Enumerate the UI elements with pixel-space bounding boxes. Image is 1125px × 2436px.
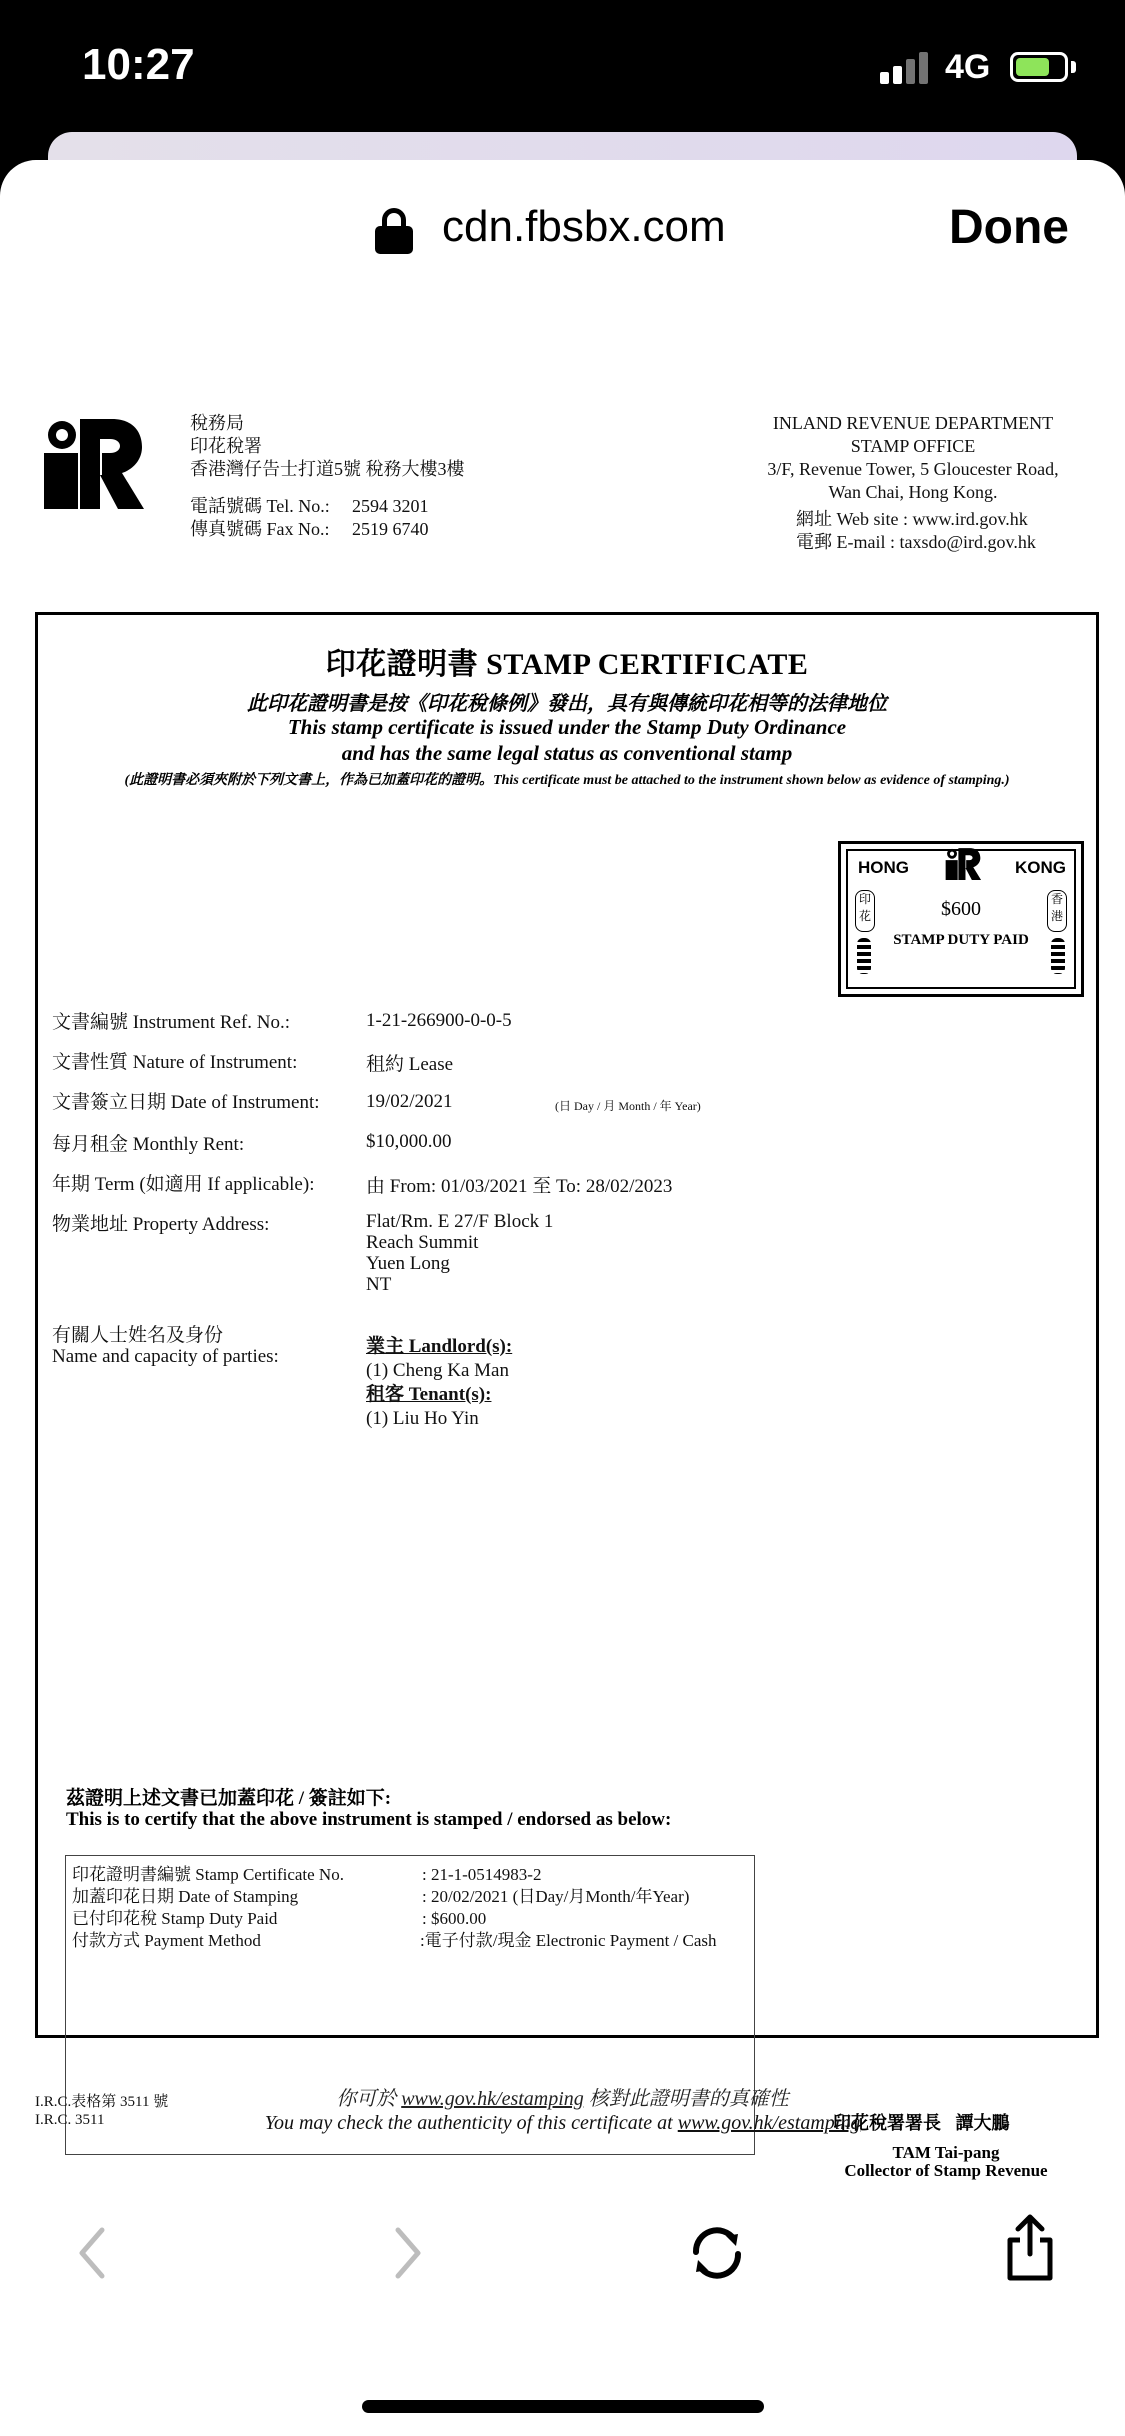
header-en-line: INLAND REVENUE DEPARTMENT — [772, 413, 1054, 433]
stamp-coil-left — [857, 938, 871, 974]
page-domain[interactable]: cdn.fbsbx.com — [442, 202, 726, 251]
date-hint: (日 Day / 月 Month / 年 Year) — [555, 1099, 701, 1113]
fax-number: 2519 6740 — [352, 519, 429, 539]
header-zh-line: 稅務局 — [190, 413, 244, 433]
stamp-coil-right — [1051, 938, 1065, 974]
estamping-link-en[interactable]: www.gov.hk/estamping — [677, 2112, 861, 2134]
detail-value: : 20/02/2021 (日Day/月Month/年Year) — [422, 1887, 690, 1906]
auth-en-pre: You may check the authenticity of this certificate at — [264, 2112, 673, 2134]
header-contacts — [796, 508, 1036, 554]
term-label: 年期 Term (如適用 If applicable): — [52, 1174, 315, 1195]
tenant-value: (1) Liu Ho Yin — [366, 1408, 479, 1429]
address-line: Flat/Rm. E 27/F Block 1 — [366, 1211, 554, 1232]
detail-label: 印花證明書編號 Stamp Certificate No. — [72, 1865, 344, 1884]
tel-number: 2594 3201 — [352, 496, 429, 516]
detail-value: : 21-1-0514983-2 — [422, 1865, 542, 1884]
landlord-label: 業主 Landlord(s): — [366, 1336, 513, 1357]
header-left — [190, 412, 465, 541]
tenant-label: 租客 Tenant(s): — [366, 1384, 492, 1405]
header-right — [748, 412, 1078, 504]
reload-icon[interactable] — [686, 2222, 748, 2284]
address-line: Yuen Long — [366, 1253, 450, 1274]
auth-zh-post: 核對此證明書的真確性 — [588, 2088, 789, 2110]
term-value: 由 From: 01/03/2021 至 To: 28/02/2023 — [366, 1176, 673, 1197]
status-bar — [0, 0, 1125, 130]
browser-sheet — [0, 160, 1125, 2436]
home-indicator — [362, 2400, 764, 2413]
detail-label: 已付印花稅 Stamp Duty Paid — [72, 1909, 278, 1928]
stamp-duty-paid-stamp — [838, 841, 1084, 997]
header-en-line: STAMP OFFICE — [850, 436, 976, 456]
form-number-en: I.R.C. 3511 — [35, 2112, 105, 2128]
rent-label: 每月租金 Monthly Rent: — [52, 1134, 245, 1155]
parties-value — [366, 1335, 512, 1431]
certify-text-en: This is to certify that the above instrument is stamped / endorsed as below: — [66, 1809, 672, 1830]
parties-label — [52, 1325, 279, 1367]
date-value: 19/02/2021 — [366, 1091, 453, 1112]
network-type: 4G — [945, 48, 991, 86]
nature-value: 租約 Lease — [366, 1054, 454, 1075]
auth-zh-pre: 你可於 — [336, 2088, 397, 2110]
address-value — [366, 1211, 553, 1295]
fax-label: 傳真號碼 Fax No.: — [190, 519, 330, 539]
parties-label-en: Name and capacity of parties: — [52, 1346, 279, 1367]
signature-name: TAM Tai-pang — [892, 2143, 1000, 2162]
date-label: 文書簽立日期 Date of Instrument: — [52, 1092, 320, 1113]
stamp-left-chars: 印花 — [855, 890, 875, 932]
estamping-link-zh[interactable]: www.gov.hk/estamping — [401, 2088, 584, 2110]
ref-value: 1-21-266900-0-0-5 — [366, 1010, 512, 1031]
header-zh-line: 印花稅署 — [190, 436, 262, 456]
authenticity-note-zh — [0, 2082, 1125, 2111]
battery-tip — [1071, 61, 1076, 73]
share-icon[interactable] — [1004, 2214, 1056, 2282]
authenticity-note-en — [0, 2112, 1125, 2135]
stamp-hong: HONG — [858, 858, 909, 877]
tel-label: 電話號碼 Tel. No.: — [190, 496, 330, 516]
rent-value: $10,000.00 — [366, 1131, 452, 1152]
ird-logo-icon — [42, 413, 144, 509]
stamp-kong: KONG — [1015, 858, 1066, 877]
header-en-line: Wan Chai, Hong Kong. — [828, 482, 998, 502]
certificate-subtitle-en-1: This stamp certificate is issued under the Stamp Duty Ordinance — [287, 715, 847, 739]
done-button[interactable]: Done — [949, 201, 1069, 254]
header-zh-line: 香港灣仔告士打道5號 稅務大樓3樓 — [190, 459, 465, 479]
header-email: 電郵 E-mail : taxsdo@ird.gov.hk — [796, 532, 1036, 552]
url-bar — [0, 160, 1125, 290]
certificate-notice: (此證明書必須夾附於下列文書上，作為已加蓋印花的證明。This certificate must be attached to the instrument shown below as evidence of stamping.) — [124, 773, 1010, 788]
certificate-title: 印花證明書 STAMP CERTIFICATE — [325, 648, 809, 681]
stamp-paid-text: STAMP DUTY PAID — [893, 932, 1029, 948]
battery-icon — [1010, 52, 1068, 82]
detail-label: 付款方式 Payment Method — [72, 1931, 261, 1950]
address-label: 物業地址 Property Address: — [52, 1214, 270, 1235]
certify-text-zh: 茲證明上述文書已加蓋印花 / 簽註如下: — [66, 1788, 392, 1809]
signature-zh: 印花稅署署長 譚大鵬 — [833, 2113, 1010, 2133]
cellular-signal-icon — [880, 50, 932, 84]
ref-label: 文書編號 Instrument Ref. No.: — [52, 1012, 291, 1033]
detail-value: :電子付款/現金 Electronic Payment / Cash — [420, 1931, 717, 1950]
landlord-value: (1) Cheng Ka Man — [366, 1360, 509, 1381]
signature-title: Collector of Stamp Revenue — [844, 2161, 1048, 2180]
parties-label-zh: 有關人士姓名及身份 — [52, 1325, 224, 1346]
status-time: 10:27 — [82, 40, 195, 89]
header-en-line: 3/F, Revenue Tower, 5 Gloucester Road, — [767, 459, 1059, 479]
certificate-subtitle-zh: 此印花證明書是按《印花稅條例》發出，具有與傳統印花相等的法律地位 — [247, 693, 887, 715]
lock-icon — [375, 208, 413, 252]
forward-icon[interactable] — [392, 2226, 424, 2280]
address-line: Reach Summit — [366, 1232, 479, 1253]
detail-value: : $600.00 — [422, 1909, 487, 1928]
back-icon[interactable] — [76, 2226, 108, 2280]
detail-label: 加蓋印花日期 Date of Stamping — [72, 1887, 299, 1906]
stamp-right-chars: 香港 — [1047, 890, 1067, 932]
certificate-subtitle-en-2: and has the same legal status as conventional stamp — [341, 741, 793, 765]
stamp-amount: $600 — [941, 898, 981, 920]
stamp-ird-logo-icon — [944, 846, 982, 880]
address-line: NT — [366, 1274, 392, 1295]
nature-label: 文書性質 Nature of Instrument: — [52, 1052, 298, 1073]
header-website: 網址 Web site : www.ird.gov.hk — [796, 509, 1028, 529]
form-number-zh: I.R.C.表格第 3511 號 — [35, 2094, 169, 2110]
